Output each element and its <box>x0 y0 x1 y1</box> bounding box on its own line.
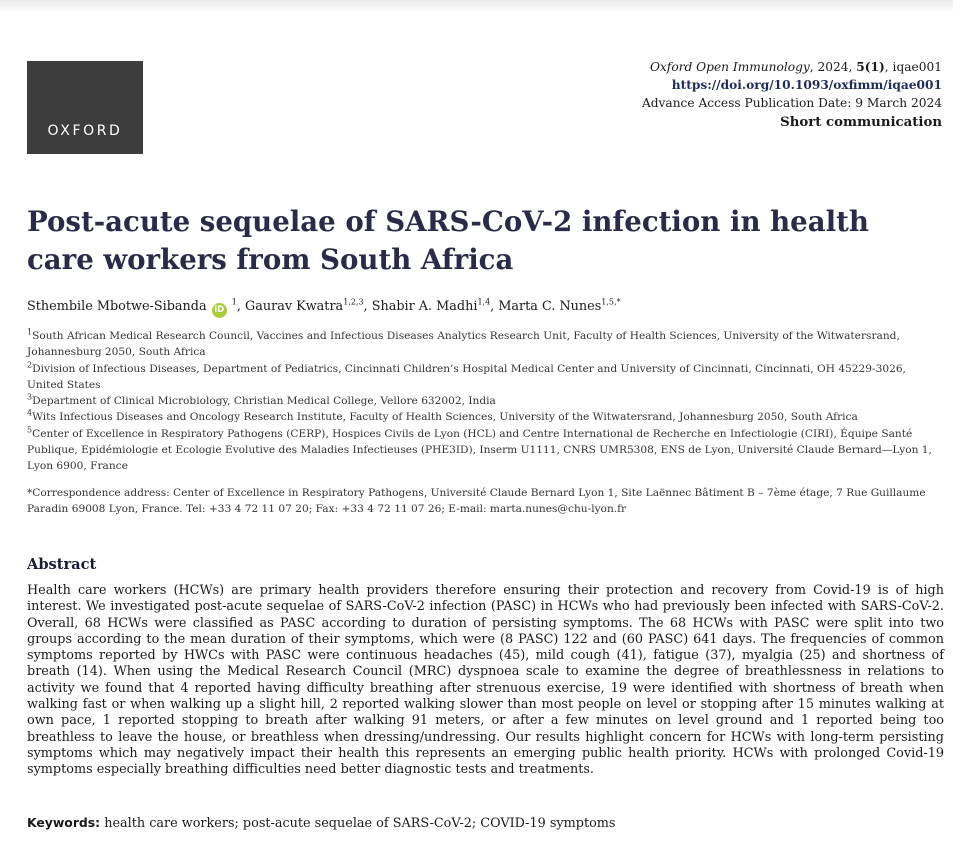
orcid-icon[interactable]: iD <box>212 303 227 318</box>
affiliation: $^4$Wits Infectious Diseases and Oncology Research Institute, Faculty of Health Sciences, University of the Witwatersrand, Johannesburg 2050, South Africa <box>27 408 858 424</box>
abstract-text: Health care workers (HCWs) are primary health providers therefore ensuring their protection and recovery from Covid-19 is of high interest. We investigated post-acute sequelae of SARS-CoV-2 infection (PASC) in HCWs who had previously been infected with SARS-CoV-2. Overall, 68 HCWs were classified as PASC according to duration of persisting symptoms. The 68 HCWs with PASC were split into two groups according to the mean duration of their symptoms, which were (8 PASC) 122 and (60 PASC) 641 days. The frequencies of common symptoms reported by HWCs with PASC were continuous headaches (45), mild cough (41), fatigue (37), myalgia (25) and shortness of breath (14). When using the Medical Research Council (MRC) dyspnoea scale to examine the degree of breathlessness in relations to activity we found that 4 reported having difficulty breathing after strenuous exercise, 19 were identified with shortness of breath when walking fast or when walking up a slight hill, 2 reported walking slower than most people on level or stopping after 15 minutes walking at own pace, 1 reported stopping to breath after walking 91 meters, or after a few minutes on level ground and 1 reported being too breathless to leave the house, or breathless when dressing/undressing. Our results highlight concern for HCWs with long-term persisting symptoms which may negatively impact their health this represents an emerging public health priority. HCWs with prolonged Covid-19 symptoms especially breathing difficulties need better diagnostic tests and treatments. <box>27 583 944 778</box>
affiliation: $^3$Department of Clinical Microbiology, Christian Medical College, Vellore 632002, India <box>27 392 496 408</box>
correspondence-address: *Correspondence address: Center of Excellence in Respiratory Pathogens, Université Claude Bernard Lyon 1, Site Laënnec Bâtiment B – 7ème étage, 7 Rue Guillaume Paradin 69008 Lyon, France. Tel: +33 4 72 11 07 20; Fax: +33 4 72 11 07 26; E-mail: marta.nunes@chu-lyon.fr <box>27 487 926 516</box>
top-shadow <box>0 0 953 12</box>
affiliation: $^5$Center of Excellence in Respiratory Pathogens (CERP), Hospices Civils de Lyon (HCL) and Centre International de Recherche en Infectiologie (CIRI), Équipe Santé Publique, Epidémiologie et Ecologie Evolutive des Maladies Infectieuses (PHE3ID), Inserm U1111, CNRS UMR5308, ENS de Lyon, Université Claude Bernard—Lyon 1, Lyon 6900, France <box>27 425 932 473</box>
publication-date: Advance Access Publication Date: 9 March 2024 <box>641 96 942 110</box>
keywords <box>27 814 942 833</box>
keywords-label: Keywords: <box>27 815 101 830</box>
author-name[interactable]: Shabir A. Madhi <box>371 299 478 314</box>
citation-line: Oxford Open Immunology, 2024, 5(1), iqae001 <box>649 60 942 74</box>
logo-text: OXFORD <box>47 123 123 139</box>
affiliation: $^1$South African Medical Research Council, Vaccines and Infectious Diseases Analytics Research Unit, Faculty of Health Sciences, University of the Witwatersrand, Johannesburg 2050, South Africa <box>27 327 900 359</box>
volume: 5(1) <box>856 60 885 74</box>
author-name[interactable]: Sthembile Mbotwe-Sibanda <box>27 299 207 314</box>
article-meta <box>642 58 942 132</box>
article-title: Post-acute sequelae of SARS-CoV-2 infection in health care workers from South Africa <box>27 205 869 276</box>
doi-link[interactable]: https://doi.org/10.1093/oxfimm/iqae001 <box>671 78 942 92</box>
author-name[interactable]: Marta C. Nunes <box>498 299 602 314</box>
article-type: Short communication <box>780 115 942 130</box>
affiliations <box>27 328 942 475</box>
affiliation: $^2$Division of Infectious Diseases, Department of Pediatrics, Cincinnati Children’s Hospital Medical Center and University of Cincinnati, Cincinnati, OH 45229-3026, United States <box>27 360 906 391</box>
author-name[interactable]: Gaurav Kwatra <box>245 299 344 314</box>
keywords-text: health care workers; post-acute sequelae of SARS-CoV-2; COVID-19 symptoms <box>100 816 616 831</box>
abstract-heading: Abstract <box>27 556 97 573</box>
oxford-logo[interactable] <box>27 61 143 154</box>
journal-name[interactable]: Oxford Open Immunology <box>649 60 810 74</box>
author-list: Sthembile Mbotwe-Sibanda iD $^1$, Gaurav Kwatra$^{1,2,3}$, Shabir A. Madhi$^{1,4}$, Marta C. Nunes$^{1,5,*}$ <box>27 298 927 318</box>
